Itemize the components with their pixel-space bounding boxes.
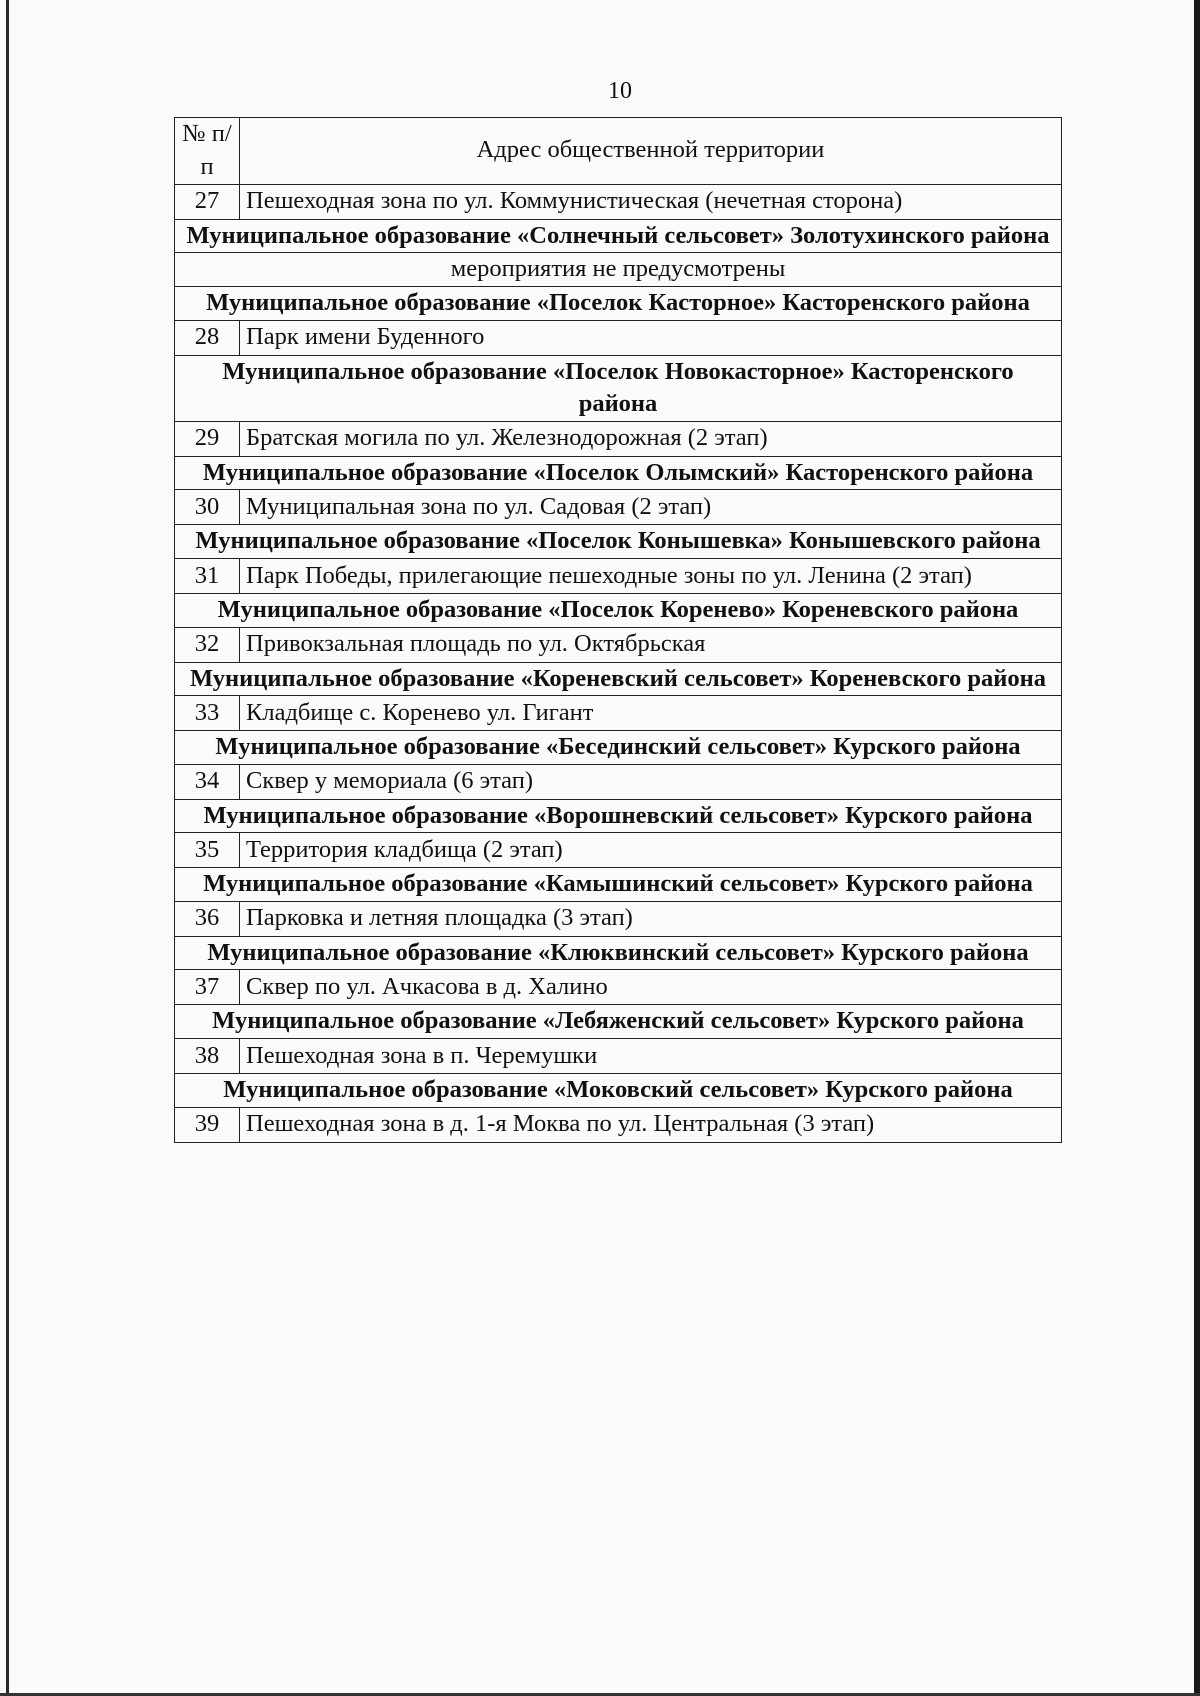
table-row <box>175 764 1062 799</box>
row-address: Сквер по ул. Ачкасова в д. Халино <box>240 970 1062 1005</box>
table-row <box>175 1107 1062 1142</box>
section-heading-row <box>175 593 1062 627</box>
row-number: 39 <box>175 1107 240 1142</box>
section-heading-row <box>175 868 1062 902</box>
section-heading: Муниципальное образование «Поселок Коренево» Кореневского района <box>175 593 1062 627</box>
header-number: № п/п <box>175 118 240 185</box>
section-heading-row <box>175 662 1062 696</box>
scan-edge-right <box>1194 0 1200 1696</box>
note-row <box>175 253 1062 287</box>
table-row <box>175 833 1062 868</box>
section-heading-row <box>175 287 1062 321</box>
table-row <box>175 421 1062 456</box>
section-heading: Муниципальное образование «Поселок Касторное» Касторенского района <box>175 287 1062 321</box>
row-address: Братская могила по ул. Железнодорожная (2 этап) <box>240 421 1062 456</box>
row-address: Пешеходная зона в п. Черемушки <box>240 1039 1062 1074</box>
section-heading: Муниципальное образование «Ворошневский сельсовет» Курского района <box>175 799 1062 833</box>
section-heading: Муниципальное образование «Клюквинский сельсовет» Курского района <box>175 936 1062 970</box>
row-address: Территория кладбища (2 этап) <box>240 833 1062 868</box>
table-row <box>175 1039 1062 1074</box>
row-number: 36 <box>175 901 240 936</box>
table-row <box>175 970 1062 1005</box>
section-heading: Муниципальное образование «Солнечный сельсовет» Золотухинского района <box>175 219 1062 253</box>
row-address: Кладбище с. Коренево ул. Гигант <box>240 696 1062 731</box>
section-heading: Муниципальное образование «Поселок Олымский» Касторенского района <box>175 456 1062 490</box>
table-row <box>175 558 1062 593</box>
row-number: 28 <box>175 320 240 355</box>
section-heading-row <box>175 1074 1062 1108</box>
row-number: 35 <box>175 833 240 868</box>
row-number: 32 <box>175 627 240 662</box>
territory-table <box>174 117 1062 1143</box>
table-header-row <box>175 118 1062 185</box>
section-heading-row <box>175 456 1062 490</box>
table-row <box>175 184 1062 219</box>
row-address: Сквер у мемориала (6 этап) <box>240 764 1062 799</box>
row-number: 31 <box>175 558 240 593</box>
row-number: 34 <box>175 764 240 799</box>
row-address: Муниципальная зона по ул. Садовая (2 этап) <box>240 490 1062 525</box>
section-heading: Муниципальное образование «Камышинский сельсовет» Курского района <box>175 868 1062 902</box>
section-heading: Муниципальное образование «Моковский сельсовет» Курского района <box>175 1074 1062 1108</box>
table-row <box>175 696 1062 731</box>
section-heading: Муниципальное образование «Кореневский сельсовет» Кореневского района <box>175 662 1062 696</box>
row-address: Парковка и летняя площадка (3 этап) <box>240 901 1062 936</box>
section-heading: Муниципальное образование «Поселок Новокасторное» Касторенского района <box>175 355 1062 421</box>
row-number: 27 <box>175 184 240 219</box>
row-address: Пешеходная зона в д. 1-я Моква по ул. Центральная (3 этап) <box>240 1107 1062 1142</box>
section-heading: Муниципальное образование «Бесединский сельсовет» Курского района <box>175 731 1062 765</box>
header-address: Адрес общественной территории <box>240 118 1062 185</box>
row-number: 37 <box>175 970 240 1005</box>
section-heading-row <box>175 525 1062 559</box>
table-row <box>175 320 1062 355</box>
section-heading-row <box>175 1005 1062 1039</box>
page-number: 10 <box>608 78 632 104</box>
section-heading: Муниципальное образование «Лебяженский сельсовет» Курского района <box>175 1005 1062 1039</box>
row-address: Парк имени Буденного <box>240 320 1062 355</box>
row-address: Пешеходная зона по ул. Коммунистическая (нечетная сторона) <box>240 184 1062 219</box>
section-heading-row <box>175 355 1062 421</box>
section-heading-row <box>175 219 1062 253</box>
section-heading-row <box>175 731 1062 765</box>
table-row <box>175 901 1062 936</box>
table-row <box>175 490 1062 525</box>
scan-edge-left <box>6 0 9 1696</box>
row-number: 33 <box>175 696 240 731</box>
table-body <box>175 118 1062 1143</box>
row-number: 29 <box>175 421 240 456</box>
row-number: 30 <box>175 490 240 525</box>
section-heading-row <box>175 936 1062 970</box>
table-row <box>175 627 1062 662</box>
section-heading: Муниципальное образование «Поселок Конышевка» Конышевского района <box>175 525 1062 559</box>
section-heading-row <box>175 799 1062 833</box>
row-address: Парк Победы, прилегающие пешеходные зоны по ул. Ленина (2 этап) <box>240 558 1062 593</box>
row-address: Привокзальная площадь по ул. Октябрьская <box>240 627 1062 662</box>
section-note: мероприятия не предусмотрены <box>175 253 1062 287</box>
row-number: 38 <box>175 1039 240 1074</box>
